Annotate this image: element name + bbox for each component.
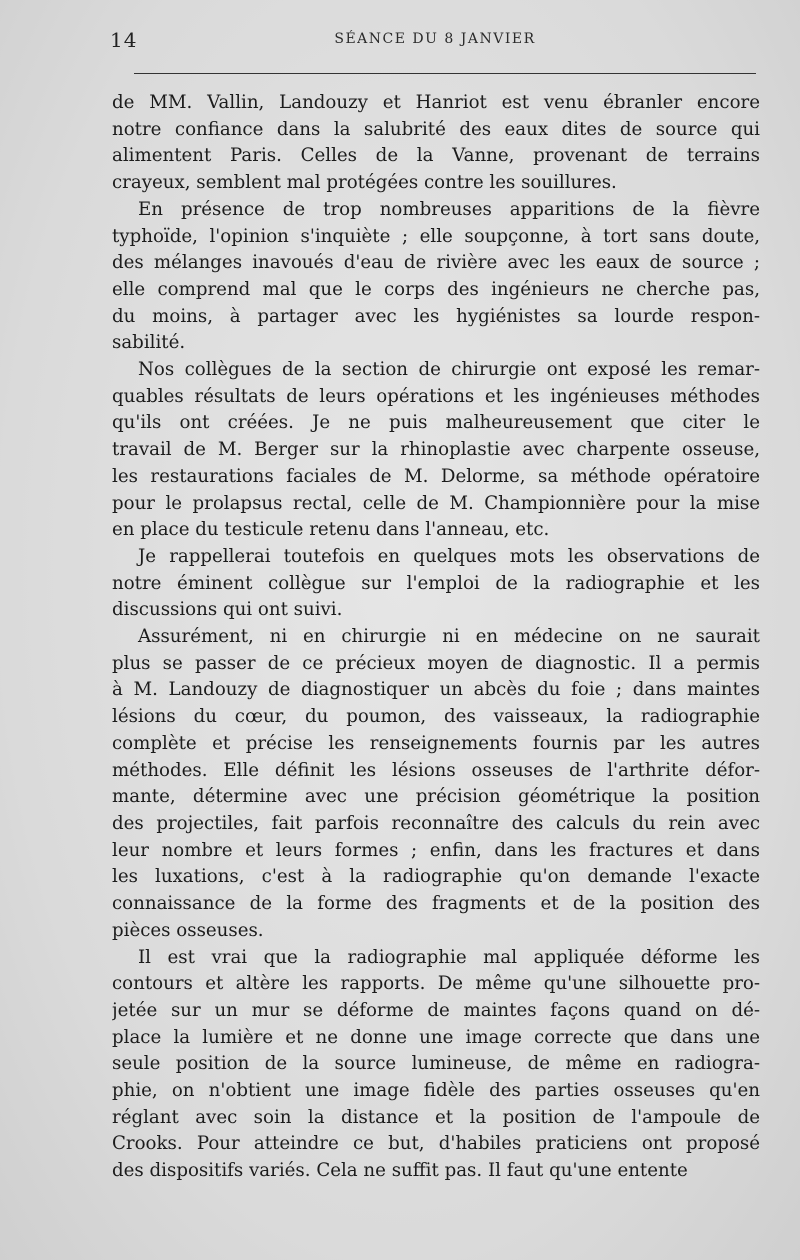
text-line: sabilité. xyxy=(112,332,186,354)
text-line: jetée sur un mur se déforme de maintes façons quand on dé- xyxy=(112,999,760,1021)
paragraph xyxy=(112,90,760,197)
text-line: Il est vrai que la radiographie mal appliquée déforme les xyxy=(138,946,760,968)
text-line: contours et altère les rapports. De même qu'une silhouette pro- xyxy=(112,973,760,995)
paragraph xyxy=(112,544,760,624)
text-line: du moins, à partager avec les hygiénistes sa lourde respon- xyxy=(112,305,760,327)
text-line: place la lumière et ne donne une image correcte que dans une xyxy=(112,1026,760,1048)
running-title: SÉANCE DU 8 JANVIER xyxy=(334,31,536,47)
text-line: plus se passer de ce précieux moyen de diagnostic. Il a permis xyxy=(112,652,760,674)
text-line: en place du testicule retenu dans l'anneau, etc. xyxy=(112,519,550,541)
text-line: seule position de la source lumineuse, de même en radiogra- xyxy=(112,1053,760,1075)
header-rule xyxy=(134,73,756,74)
text-line: pièces osseuses. xyxy=(112,919,264,941)
paragraph xyxy=(112,624,760,944)
text-line: des mélanges inavoués d'eau de rivière avec les eaux de source ; xyxy=(112,252,760,274)
text-line: des dispositifs variés. Cela ne suffit pas. Il faut qu'une entente xyxy=(112,1160,688,1182)
text-line: travail de M. Berger sur la rhinoplastie avec charpente osseuse, xyxy=(112,439,760,461)
paragraph xyxy=(112,945,760,1185)
text-line: réglant avec soin la distance et la position de l'ampoule de xyxy=(112,1106,760,1128)
text-line: de MM. Vallin, Landouzy et Hanriot est venu ébranler encore xyxy=(112,92,760,113)
text-line: à M. Landouzy de diagnostiquer un abcès du foie ; dans maintes xyxy=(112,679,760,701)
text-line: Crooks. Pour atteindre ce but, d'habiles praticiens ont proposé xyxy=(112,1133,760,1155)
paragraph xyxy=(112,357,760,544)
page-number: 14 xyxy=(110,28,138,52)
text-line: Nos collègues de la section de chirurgie ont exposé les remar- xyxy=(138,359,760,381)
text-line: pour le prolapsus rectal, celle de M. Championnière pour la mise xyxy=(112,492,760,514)
text-line: discussions qui ont suivi. xyxy=(112,599,343,621)
body-text xyxy=(112,90,760,1185)
text-line: les luxations, c'est à la radiographie qu'on demande l'exacte xyxy=(112,866,760,888)
text-line: crayeux, semblent mal protégées contre les souillures. xyxy=(112,172,617,194)
text-line: notre éminent collègue sur l'emploi de la radiographie et les xyxy=(112,572,760,594)
text-line: les restaurations faciales de M. Delorme, sa méthode opératoire xyxy=(112,465,760,487)
paragraph xyxy=(112,197,760,357)
text-line: quables résultats de leurs opérations et les ingénieuses méthodes xyxy=(112,385,760,407)
text-line: notre confiance dans la salubrité des eaux dites de source qui xyxy=(112,118,760,140)
text-line: alimentent Paris. Celles de la Vanne, provenant de terrains xyxy=(112,145,760,167)
text-line: Je rappellerai toutefois en quelques mots les observations de xyxy=(138,545,760,567)
text-line: phie, on n'obtient une image fidèle des parties osseuses qu'en xyxy=(112,1080,760,1102)
text-line: elle comprend mal que le corps des ingénieurs ne cherche pas, xyxy=(112,278,760,300)
text-line: lésions du cœur, du poumon, des vaisseaux, la radiographie xyxy=(112,706,760,728)
text-line: Assurément, ni en chirurgie ni en médecine on ne saurait xyxy=(138,626,760,648)
text-line: leur nombre et leurs formes ; enfin, dans les fractures et dans xyxy=(112,839,760,861)
text-line: connaissance de la forme des fragments et de la position des xyxy=(112,893,760,915)
text-line: complète et précise les renseignements fournis par les autres xyxy=(112,732,760,754)
text-line: méthodes. Elle définit les lésions osseuses de l'arthrite défor- xyxy=(112,759,760,781)
text-line: des projectiles, fait parfois reconnaître des calculs du rein avec xyxy=(112,812,760,834)
text-line: typhoïde, l'opinion s'inquiète ; elle soupçonne, à tort sans doute, xyxy=(112,225,760,247)
text-line: En présence de trop nombreuses apparitions de la fièvre xyxy=(138,198,760,220)
page-header xyxy=(110,28,760,58)
text-line: qu'ils ont créées. Je ne puis malheureusement que citer le xyxy=(112,412,760,434)
text-line: mante, détermine avec une précision géométrique la position xyxy=(112,786,760,808)
